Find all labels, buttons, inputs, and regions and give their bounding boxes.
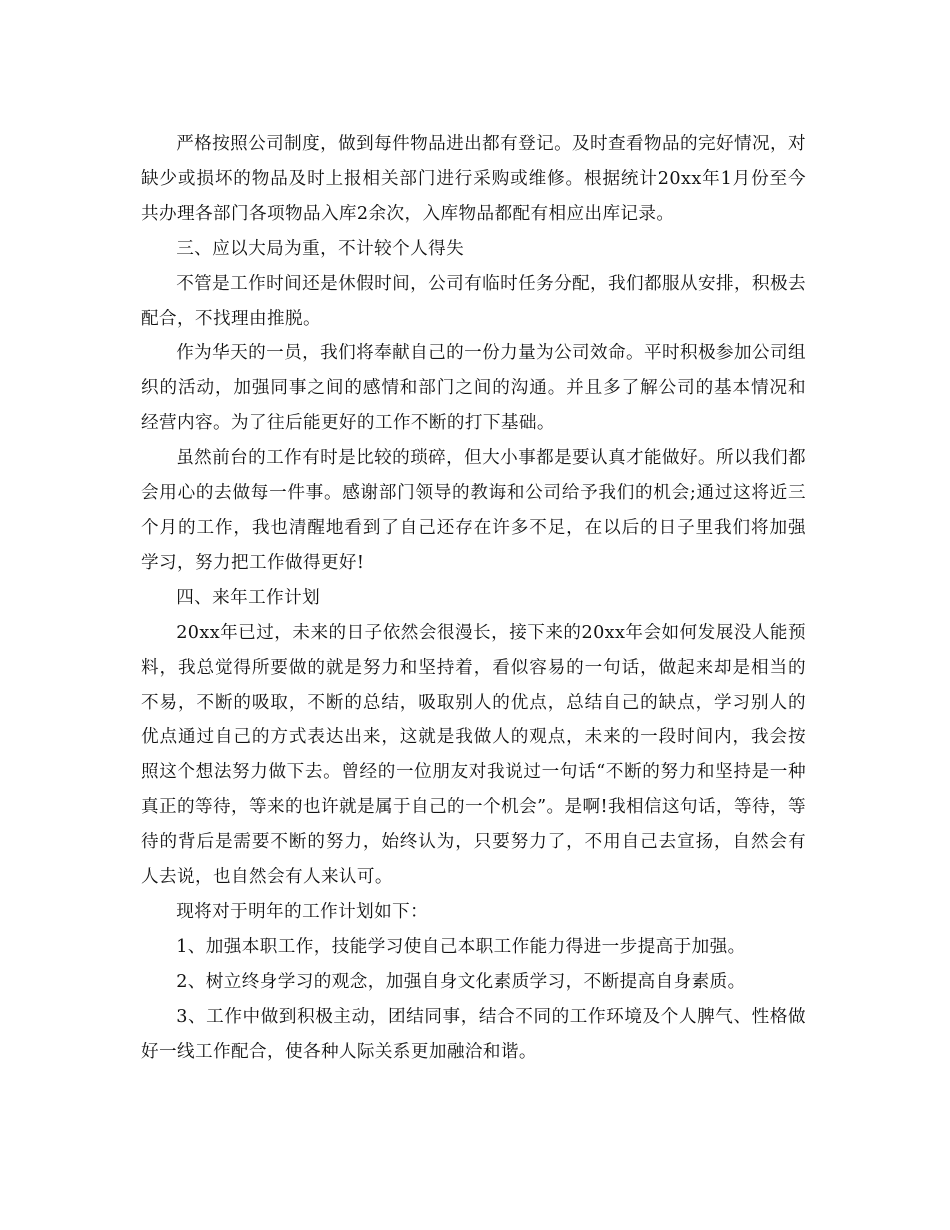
section-heading-3: 三、应以大局为重，不计较个人得失 <box>176 238 465 259</box>
paragraph-front-desk-work: 虽然前台的工作有时是比较的琐碎，但大小事都是要认真才能做好。所以我们都会用心的去做每一件事。感谢部门领导的教诲和公司给予我们的机会;通过这将近三个月的工作，我也清醒地看到了自己还存在许多不足，在以后的日子里我们将加强学习，努力把工作做得更好! <box>141 448 806 573</box>
paragraph-next-year-outlook: 20xx年已过，未来的日子依然会很漫长，接下来的20xx年会如何发展没人能预料，我总觉得所要做的就是努力和坚持着，看似容易的一句话，做起来却是相当的不易，不断的吸取，不断的总结，吸取别人的优点，总结自己的缺点，学习别人的优点通过自己的方式表达出来，这就是我做人的观点，未来的一段时间内，我会按照这个想法努力做下去。曾经的一位朋友对我说过一句话“不断的努力和坚持是一种真正的等待，等来的也许就是属于自己的一个机会”。是啊!我相信这句话，等待，等待的背后是需要不断的努力，始终认为，只要努力了，不用自己去宣扬，自然会有人去说，也自然会有人来认可。 <box>141 622 806 888</box>
plan-item-1: 1、加强本职工作，技能学习使自己本职工作能力得进一步提高于加强。 <box>176 936 746 957</box>
paragraph-plan-intro: 现将对于明年的工作计划如下： <box>176 901 429 922</box>
section-heading-4: 四、来年工作计划 <box>176 587 321 608</box>
paragraph-company-member: 作为华天的一员，我们将奉献自己的一份力量为公司效命。平时积极参加公司组织的活动，加强同事之间的感情和部门之间的沟通。并且多了解公司的基本情况和经营内容。为了往后能更好的工作不断的打下基础。 <box>141 343 806 434</box>
plan-item-2: 2、树立终身学习的观念，加强自身文化素质学习，不断提高自身素质。 <box>176 971 746 992</box>
plan-item-3: 3、工作中做到积极主动，团结同事，结合不同的工作环境及个人脾气、性格做好一线工作配合，使各种人际关系更加融洽和谐。 <box>141 1006 806 1062</box>
paragraph-inventory-registration: 严格按照公司制度，做到每件物品进出都有登记。及时查看物品的完好情况，对缺少或损坏的物品及时上报相关部门进行采购或维修。根据统计20xx年1月份至今共办理各部门各项物品入库2余次，入库物品都配有相应出库记录。 <box>141 134 806 224</box>
document-body <box>141 127 806 1069</box>
paragraph-temporary-tasks: 不管是工作时间还是休假时间，公司有临时任务分配，我们都服从安排，积极去配合，不找理由推脱。 <box>141 273 806 329</box>
